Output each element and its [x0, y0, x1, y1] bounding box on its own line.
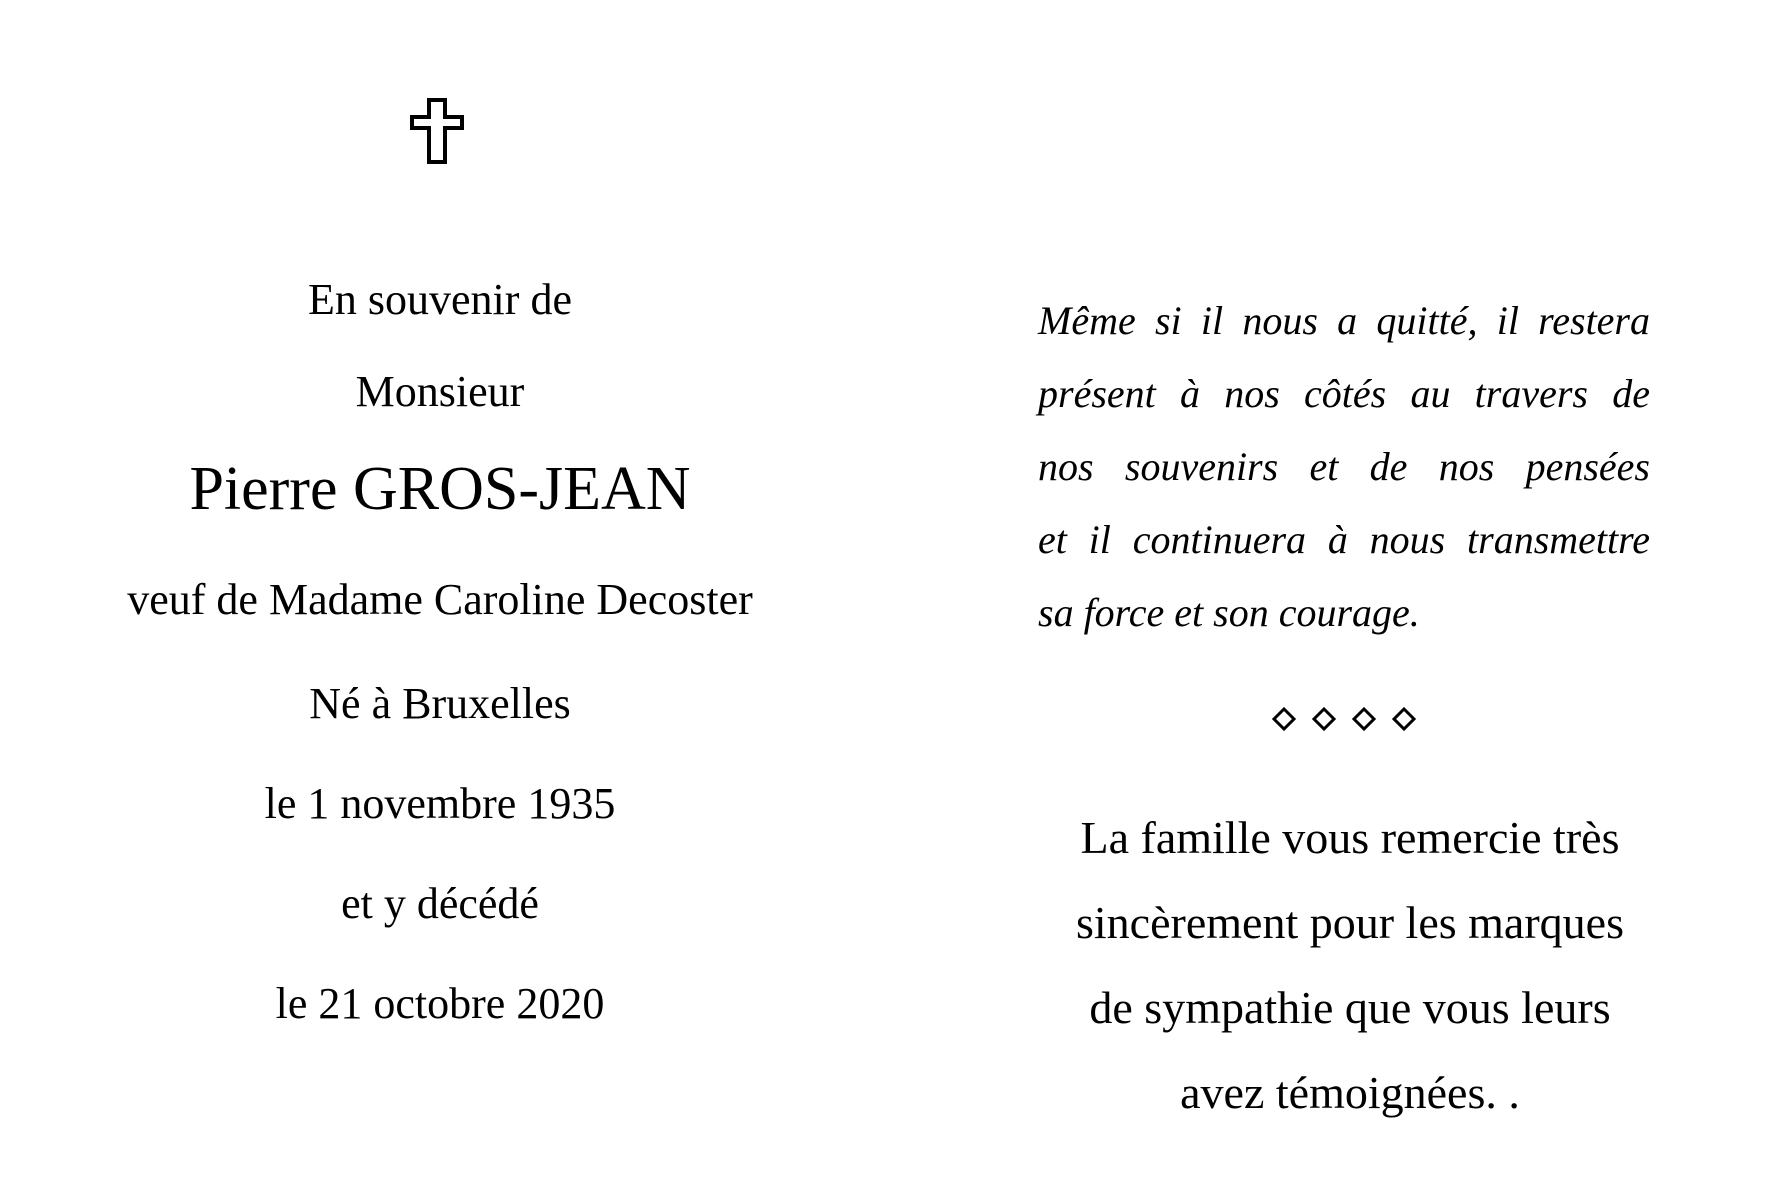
honorific-title: Monsieur [355, 367, 525, 416]
poem-line: et il continuera à nous transmettre [1038, 517, 1650, 562]
diamond-separator [1270, 704, 1430, 734]
thanks-line: sincèrement pour les marques [1076, 897, 1624, 948]
diamond-outline-icon [1394, 709, 1414, 729]
diamond-outline-icon [1354, 709, 1374, 729]
thanks-line: de sympathie que vous leurs [1089, 982, 1611, 1033]
death-place: et y décédé [341, 879, 539, 928]
poem-line: sa force et son courage. [1038, 590, 1420, 635]
diamond-outline-icon [1274, 709, 1294, 729]
thanks-line: La famille vous remercie très [1080, 812, 1620, 863]
family-thanks [1030, 795, 1670, 1135]
spouse-text: veuf de Madame Caroline Decoster [127, 575, 753, 624]
intro-text: En souvenir de [308, 275, 572, 324]
birth-place: Né à Bruxelles [309, 679, 571, 728]
birth-date: le 1 novembre 1935 [264, 779, 616, 828]
thanks-line: avez témoignées. . [1180, 1067, 1520, 1118]
diamond-outline-icon [1314, 709, 1334, 729]
latin-cross-outline-icon [410, 98, 464, 164]
deceased-name: Pierre GROS-JEAN [189, 455, 691, 523]
poem-line: nos souvenirs et de nos pensées [1038, 444, 1650, 489]
poem-line: Même si il nous a quitté, il restera [1038, 298, 1650, 343]
poem-line: présent à nos côtés au travers de [1038, 371, 1650, 416]
memorial-poem [1038, 284, 1650, 649]
death-date: le 21 octobre 2020 [275, 979, 605, 1028]
